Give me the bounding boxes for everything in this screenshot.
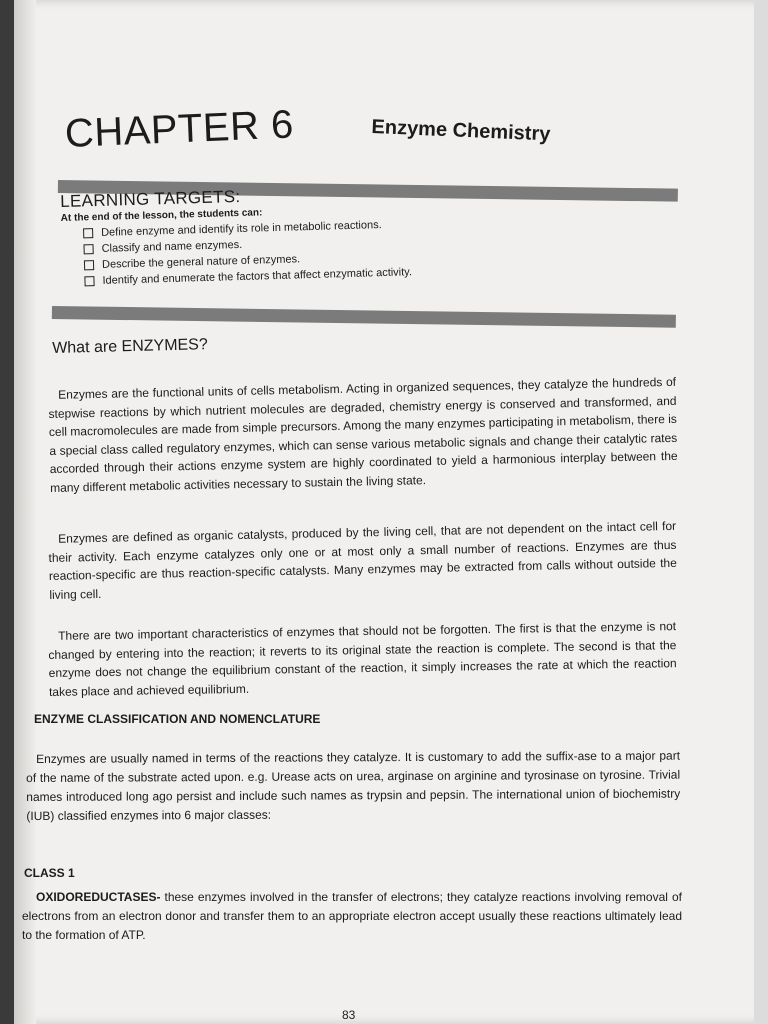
checkbox-icon <box>84 276 94 286</box>
page-number: 83 <box>342 1008 356 1022</box>
list-item-text: Classify and name enzymes. <box>101 238 243 255</box>
list-item-text: Describe the general nature of enzymes. <box>101 253 301 271</box>
list-item-text: Define enzyme and identify its role in metabolic reactions. <box>100 219 382 239</box>
class-term: OXIDOREDUCTASES- <box>36 890 161 904</box>
divider-bar-bottom <box>52 306 676 328</box>
checkbox-icon <box>83 228 93 238</box>
learning-targets <box>60 182 412 290</box>
paragraph-class-1 <box>22 888 682 945</box>
paragraph-3: There are two important characteristics of enzymes that should not be forgotten. The first is that the enzyme is not changed by entering into the reaction; it reverts to its original state the reaction is complete. The second is that the enzyme does not change the equilibrium constant of the reaction, it simply increases the rate at which the reaction takes place and achieved equilibrium. <box>48 619 677 699</box>
list-item-text: Identify and enumerate the factors that affect enzymatic activity. <box>102 266 413 287</box>
learning-targets-intro: At the end of the lesson, the students can: <box>60 207 263 224</box>
learning-targets-title: LEARNING TARGETS: <box>60 186 241 211</box>
paragraph-classification: Enzymes are usually named in terms of the reactions they catalyze. It is customary to add the suffix-ase to a major part of the name of the substrate acted upon. e.g. Urease acts on urea, arginase on arginine and tyrosinase on tyrosine. Trivial names introduced long ago persist and include such names as trypsin and pepsin. The international union of biochemistry (IUB) classified enzymes into 6 major classes: <box>26 748 681 823</box>
checkbox-icon <box>84 260 94 270</box>
section-heading-classification: ENZYME CLASSIFICATION AND NOMENCLATURE <box>34 712 321 726</box>
chapter-label: CHAPTER 6 <box>64 102 295 156</box>
paragraph-2: Enzymes are defined as organic catalysts, produced by the living cell, that are not dependent on the intact cell for their activity. Each enzyme catalyzes only one or at most only a small number of reactions. Enzymes are thus reaction-specific are thus reaction-specific catalysts. Many enzymes may be extracted from calls without outside the living cell. <box>48 518 677 602</box>
section-heading-enzymes: What are ENZYMES? <box>52 336 208 357</box>
chapter-subtitle: Enzyme Chemistry <box>371 116 551 146</box>
class-description: these enzymes involved in the transfer of electrons; they catalyze reactions involving removal of electrons from an electron donor and transfer them to an appropriate electron accept usually these reactions ultimately lead to the formation of ATP. <box>22 890 682 942</box>
paragraph-1: Enzymes are the functional units of cells metabolism. Acting in organized sequences, they catalyze the hundreds of stepwise reactions by which nutrient molecules are degraded, chemistry energy is conserved and transformed, and cell macromolecules are made from simple precursors. Among the many enzymes participating in metabolism, there is a special class called regulatory enzymes, which can sense various metabolic signals and change their catalytic rates accorded through their actions enzyme system are highly coordinated to yield a harmonious interplay between the many different metabolic activities necessary to sustain the living state. <box>48 374 678 495</box>
class-label: CLASS 1 <box>24 866 75 880</box>
checkbox-icon <box>83 244 93 254</box>
learning-targets-list <box>61 216 412 290</box>
